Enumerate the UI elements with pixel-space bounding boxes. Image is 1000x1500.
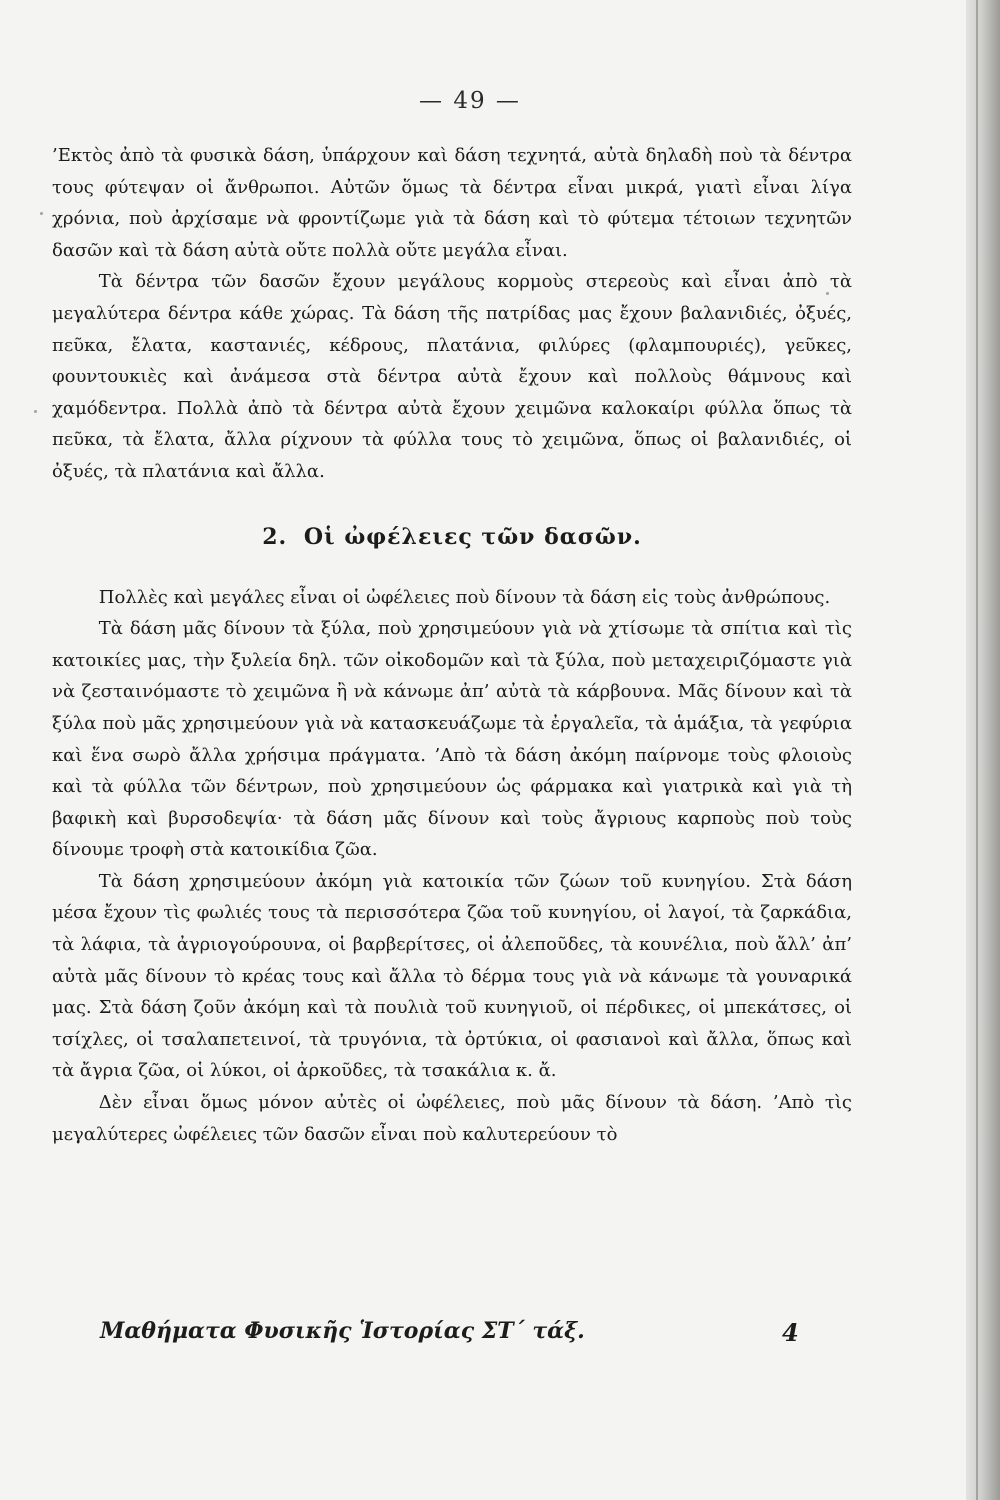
- footer-book-title: Μαθήματα Φυσικῆς Ἱστορίας ΣΤ΄ τάξ.: [100, 1318, 585, 1344]
- print-speck: [826, 292, 829, 295]
- section-title: Οἱ ὠφέλειες τῶν δασῶν.: [303, 523, 642, 550]
- page-edge-line: [976, 0, 978, 1500]
- print-speck: [40, 212, 43, 215]
- paragraph-6: Δὲν εἶναι ὅμως μόνον αὐτὲς οἱ ὠφέλειες, ποὺ μᾶς δίνουν τὰ δάση. ’Απὸ τὶς μεγαλύτερες ὠφέλειες τῶν δασῶν εἶναι ποὺ καλυτερεύουν τὸ: [52, 1092, 852, 1145]
- section-heading: [52, 522, 852, 552]
- paragraph-4: Τὰ δάση μᾶς δίνουν τὰ ξύλα, ποὺ χρησιμεύουν γιὰ νὰ χτίσωμε τὰ σπίτια καὶ τὶς κατοικίες μας, τὴν ξυλεία δηλ. τῶν οἰκοδομῶν καὶ τὰ ξύλα, ποὺ μεταχειριζόμαστε γιὰ νὰ ζεσταινόμαστε τὸ χειμῶνα ἢ νὰ κάνωμε ἀπ’ αὐτὰ τὰ κάρβουνα. Μᾶς δίνουν καὶ τὰ ξύλα ποὺ μᾶς χρησιμεύουν γιὰ νὰ κατασκευάζωμε τὰ ἐργαλεῖα, τὰ ἁμάξια, τὰ γεφύρια καὶ ἕνα σωρὸ ἄλλα χρήσιμα πράγματα. ’Απὸ τὰ δάση ἀκόμη παίρνομε τοὺς φλοιοὺς καὶ τὰ φύλλα τῶν δέντρων, ποὺ χρησιμεύουν ὡς φάρμακα καὶ γιατρικὰ καὶ γιὰ τὴ βαφικὴ καὶ βυρσοδεψία· τὰ δάση μᾶς δίνουν καὶ τοὺς ἄγριους καρποὺς ποὺ τοὺς δίνουμε τροφὴ στὰ κατοικίδια ζῶα.: [52, 618, 852, 861]
- paragraph-3: Πολλὲς καὶ μεγάλες εἶναι οἱ ὠφέλειες ποὺ δίνουν τὰ δάση εἰς τοὺς ἀνθρώπους.: [98, 586, 831, 608]
- body-text: [52, 140, 852, 1150]
- section-number: 2.: [262, 523, 288, 550]
- page-number: — 49 —: [419, 88, 521, 114]
- paragraph-2: Τὰ δέντρα τῶν δασῶν ἔχουν μεγάλους κορμοὺς στερεοὺς καὶ εἶναι ἀπὸ τὰ μεγαλύτερα δέντρα κάθε χώρας. Τὰ δάση τῆς πατρίδας μας ἔχουν βαλανιδιές, ὀξυές, πεῦκα, ἔλατα, καστανιές, κέδρους, πλατάνια, φιλύρες (φλαμπουριές), γεῦκες, φουντουκιὲς καὶ ἀνάμεσα στὰ δέντρα αὐτὰ ἔχουν καὶ πολλοὺς θάμνους καὶ χαμόδεντρα. Πολλὰ ἀπὸ τὰ δέντρα αὐτὰ ἔχουν χειμῶνα καλοκαίρι φύλλα ὅπως τὰ πεῦκα, τὰ ἔλατα, ἄλλα ρίχνουν τὰ φύλλα τους τὸ χειμῶνα, ὅπως οἱ βαλανιδιές, οἱ ὀξυές, τὰ πλατάνια καὶ ἄλλα.: [52, 271, 852, 482]
- print-speck: [34, 410, 37, 413]
- page-edge-shadow: [966, 0, 1000, 1500]
- paragraph-5: Τὰ δάση χρησιμεύουν ἀκόμη γιὰ κατοικία τῶν ζώων τοῦ κυνηγίου. Στὰ δάση μέσα ἔχουν τὶς φωλιές τους τὰ περισσότερα ζῶα τοῦ κυνηγίου, οἱ λαγοί, τὰ ζαρκάδια, τὰ λάφια, τὰ ἀγριογούρουνα, οἱ βαρβερίτσες, οἱ ἀλεποῦδες, τὰ κουνέλια, ποὺ ἄλλ’ ἀπ’ αὐτὰ μᾶς δίνουν τὸ κρέας τους καὶ ἄλλα τὸ δέρμα τους γιὰ νὰ κάνωμε τὰ γουναρικά μας. Στὰ δάση ζοῦν ἀκόμη καὶ τὰ πουλιὰ τοῦ κυνηγιοῦ, οἱ πέρδικες, οἱ μπεκάτσες, οἱ τσίχλες, οἱ τσαλαπετεινοί, τὰ τρυγόνια, τὰ ὀρτύκια, οἱ φασιανοὶ καὶ ἄλλα, ὅπως καὶ τὰ ἄγρια ζῶα, οἱ λύκοι, οἱ ἀρκοῦδες, τὰ τσακάλια κ. ἄ.: [52, 870, 852, 1082]
- paragraph-1: ’Εκτὸς ἀπὸ τὰ φυσικὰ δάση, ὑπάρχουν καὶ δάση τεχνητά, αὐτὰ δηλαδὴ ποὺ τὰ δέντρα τους φύτεψαν οἱ ἄνθρωποι. Αὐτῶν ὅμως τὰ δέντρα εἶναι μικρά, γιατὶ εἶναι λίγα χρόνια, ποὺ ἀρχίσαμε νὰ φροντίζωμε γιὰ τὰ δάση καὶ τὸ φύτεμα τέτοιων τεχνητῶν δασῶν καὶ τὰ δάση αὐτὰ οὔτε πολλὰ οὔτε μεγάλα εἶναι.: [52, 145, 852, 261]
- footer-sheet-number: 4: [782, 1318, 799, 1347]
